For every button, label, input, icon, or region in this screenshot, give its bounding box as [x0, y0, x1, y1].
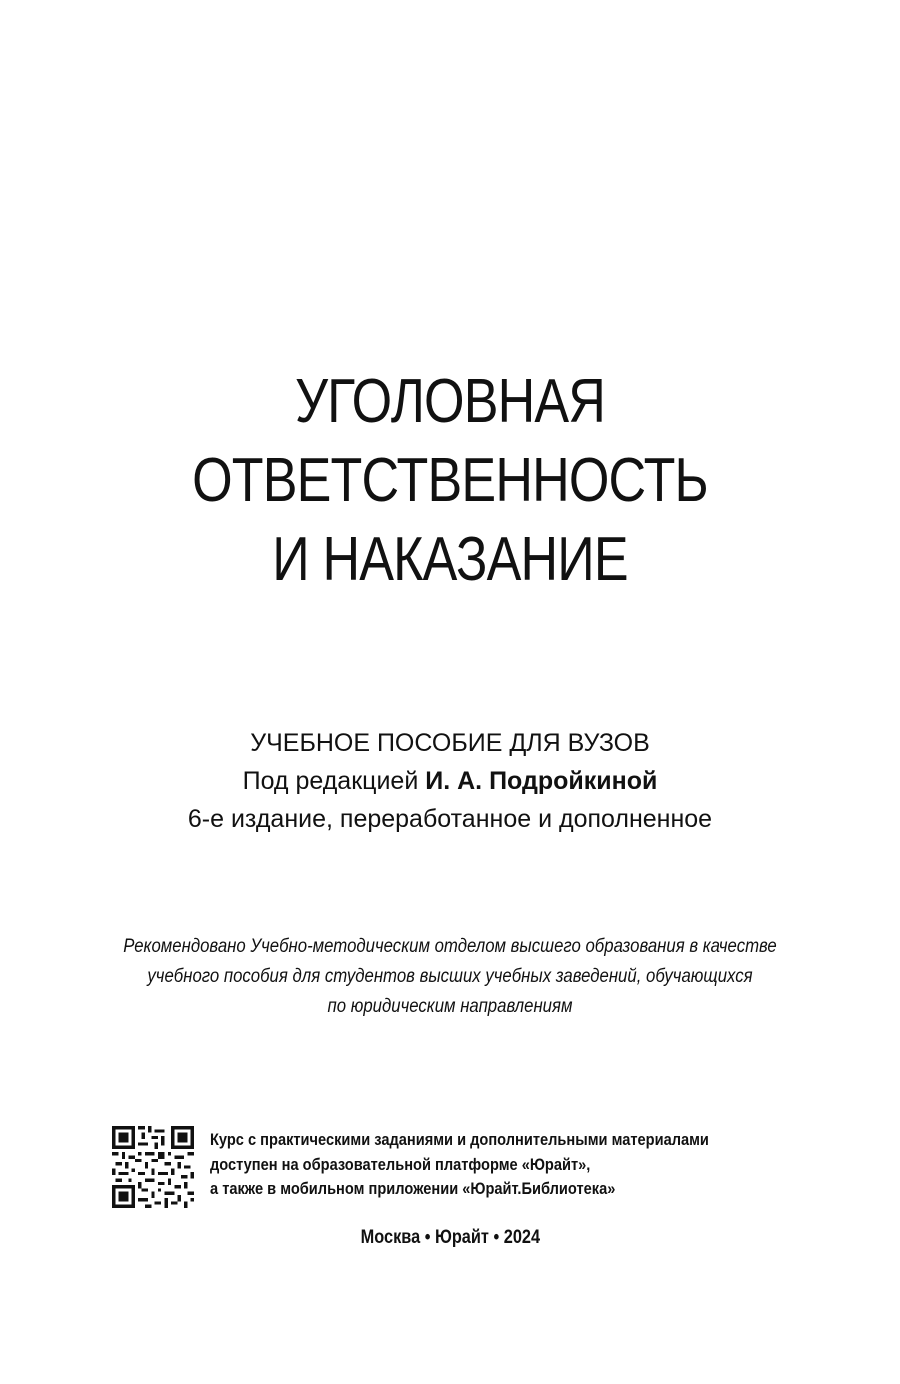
recommendation-line-3: по юридическим направлениям — [327, 995, 573, 1017]
editor-name: И. А. Подройкиной — [425, 767, 658, 795]
title-line-2: ОТВЕТСТВЕННОСТЬ — [192, 446, 708, 515]
book-title — [0, 362, 900, 599]
course-info — [210, 1128, 790, 1202]
edition-info: 6-е издание, переработанное и дополненное — [187, 805, 713, 833]
imprint-text: Москва • Юрайт • 2024 — [360, 1227, 540, 1248]
recommendation-line-1: Рекомендовано Учебно-методическим отделом высшего образования в качестве — [123, 935, 777, 957]
title-line-1: УГОЛОВНАЯ — [294, 367, 606, 436]
editor-line — [0, 762, 900, 800]
course-line-1: Курс с практическими заданиями и дополнительными материалами — [210, 1130, 709, 1149]
recommendation-line-2: учебного пособия для студентов высших учебных заведений, обучающихся — [147, 965, 753, 987]
title-line-3: И НАКАЗАНИЕ — [272, 525, 628, 594]
editor-prefix: Под редакцией — [242, 767, 426, 795]
publisher-imprint — [0, 1227, 900, 1249]
course-line-3: а также в мобильном приложении «Юрайт.Библиотека» — [210, 1179, 616, 1198]
subtitle-block — [0, 724, 900, 838]
book-type: УЧЕБНОЕ ПОСОБИЕ ДЛЯ ВУЗОВ — [250, 729, 650, 757]
course-line-2: доступен на образовательной платформе «Юрайт», — [210, 1154, 591, 1174]
qr-code-icon — [112, 1126, 194, 1208]
recommendation — [0, 931, 900, 1021]
